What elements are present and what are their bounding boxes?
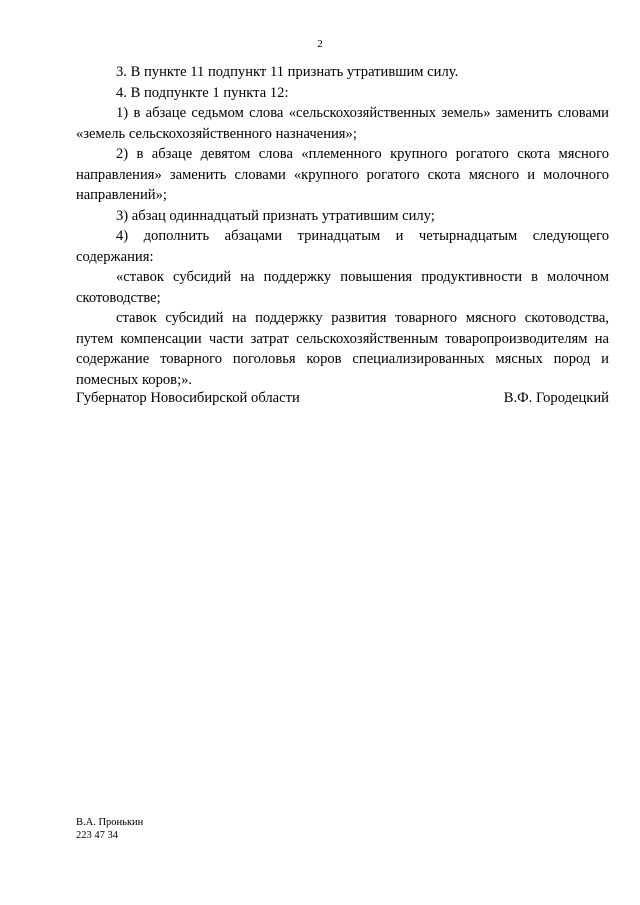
executor-phone: 223 47 34 bbox=[76, 829, 118, 841]
paragraph-item-4: 4. В подпункте 1 пункта 12: bbox=[116, 84, 289, 101]
paragraph-item-3: 3. В пункте 11 подпункт 11 признать утратившим силу. bbox=[116, 64, 459, 80]
paragraph-subitem-2: 2) в абзаце девятом слова «племенного крупного рогатого скота мясного направления» заменить словами «крупного рогатого скота мясного и молочного направлений»; bbox=[76, 146, 609, 203]
quoted-paragraph-13: «ставок субсидий на поддержку повышения продуктивности в молочном скотоводстве; bbox=[76, 269, 609, 306]
quoted-paragraph-14: ставок субсидий на поддержку развития товарного мясного скотоводства, путем компенсации части затрат сельскохозяйственным товаропроизводителям на содержание товарного поголовья коров специализированных мясных пород и помесных коров;». bbox=[76, 310, 609, 388]
document-body bbox=[76, 62, 609, 390]
paragraph-subitem-1: 1) в абзаце седьмом слова «сельскохозяйственных земель» заменить словами «земель сельскохозяйственного назначения»; bbox=[76, 105, 609, 142]
executor-name: В.А. Пронькин bbox=[76, 817, 144, 828]
signatory-name: В.Ф. Городецкий bbox=[503, 390, 609, 406]
signatory-position: Губернатор Новосибирской области bbox=[76, 390, 300, 406]
paragraph-subitem-4: 4) дополнить абзацами тринадцатым и четырнадцатым следующего содержания: bbox=[76, 228, 609, 265]
signature-block bbox=[76, 388, 609, 410]
executor-footer bbox=[76, 817, 143, 842]
page-number: 2 bbox=[317, 38, 323, 50]
paragraph-subitem-3: 3) абзац одиннадцатый признать утратившим силу; bbox=[116, 207, 435, 224]
